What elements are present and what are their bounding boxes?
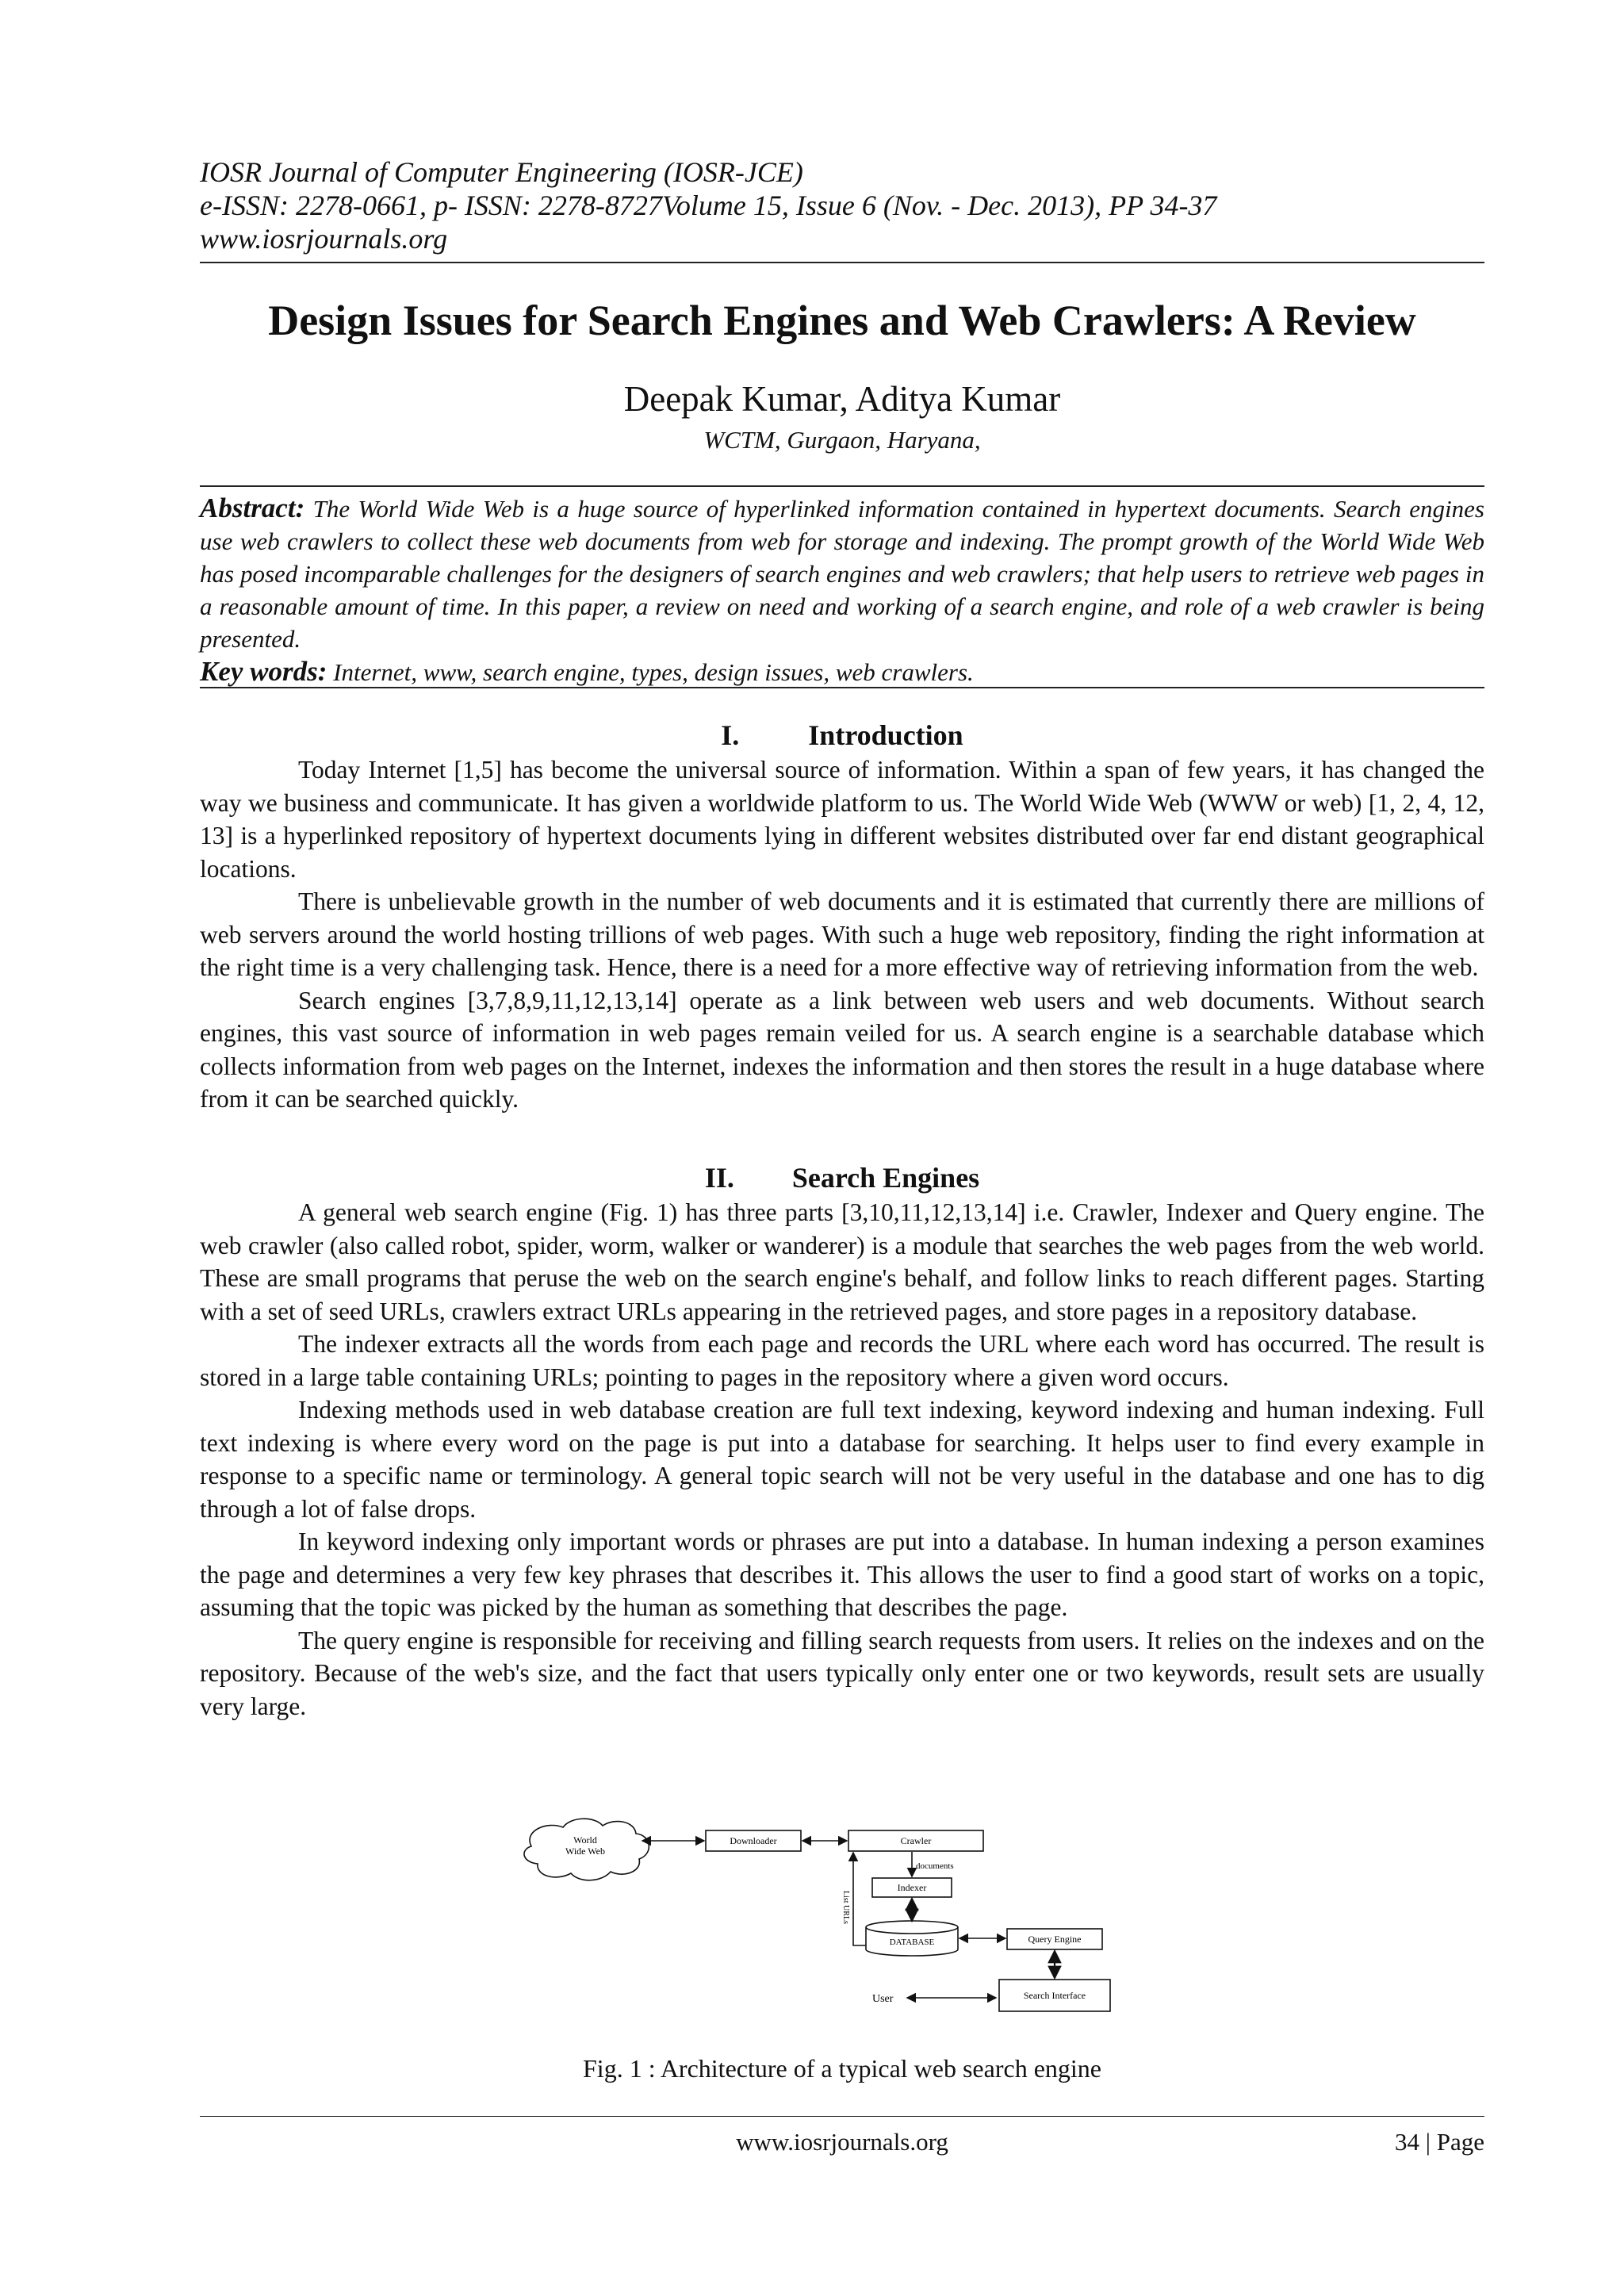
journal-issn: e-ISSN: 2278-0661, p- ISSN: 2278-8727Volume 15, Issue 6 (Nov. - Dec. 2013), PP 34-37	[200, 190, 1217, 221]
downloader-label: Downloader	[730, 1835, 777, 1846]
section-number: II.	[704, 1162, 734, 1194]
documents-label: documents	[916, 1861, 954, 1871]
section-heading-introduction	[200, 719, 1484, 752]
list-urls-label: List URLs	[841, 1891, 850, 1924]
paragraph: There is unbelievable growth in the number of web documents and it is estimated that currently there are millions of web servers around the world hosting trillions of web pages. With such a huge web repository, finding the right information at the right time is a very challenging task. Hence, there is a need for a more effective way of retrieving information from the web.	[200, 887, 1484, 981]
user-label: User	[872, 1993, 894, 2005]
query-engine-label: Query Engine	[1028, 1934, 1082, 1945]
abstract-text: The World Wide Web is a huge source of hyperlinked information contained in hypertext documents. Search engines use web crawlers to collect these web documents from web for storage and indexing. The prompt growth of the World Wide Web has posed incomparable challenges for the designers of search engines and web crawlers; that help users to retrieve web pages in a reasonable amount of time. In this paper, a review on need and working of a search engine, and role of a web crawler is being presented.	[200, 495, 1484, 653]
paragraph: Today Internet [1,5] has become the universal source of information. Within a span of few years, it has changed the way we business and communicate. It has given a worldwide platform to us. The World Wide Web (WWW or web) [1, 2, 4, 12, 13] is a hyperlinked repository of hypertext documents lying in different websites distributed over far end distant geographical locations.	[200, 756, 1484, 883]
journal-header	[200, 155, 1484, 255]
figure-caption: Fig. 1 : Architecture of a typical web search engine	[583, 2054, 1101, 2083]
section-number: I.	[721, 719, 740, 751]
cloud-label-1: World	[573, 1834, 597, 1846]
architecture-diagram	[515, 1815, 1118, 2037]
crawler-label: Crawler	[900, 1835, 932, 1846]
journal-name: IOSR Journal of Computer Engineering (IOSR-JCE)	[200, 156, 803, 188]
footer-page-number: 34 | Page	[1395, 2128, 1484, 2156]
abstract-label: Abstract:	[200, 493, 305, 523]
section-body-introduction	[200, 753, 1484, 1116]
footer-website: www.iosrjournals.org	[736, 2128, 948, 2156]
indexer-label: Indexer	[897, 1882, 927, 1893]
paragraph: Indexing methods used in web database creation are full text indexing, keyword indexing and human indexing. Full text indexing is where every word on the page is put into a database for searching. It helps user to find every example in response to a specific name or terminology. A general topic search will not be very useful in the database and one has to dig through a lot of false drops.	[200, 1396, 1484, 1523]
journal-website: www.iosrjournals.org	[200, 223, 448, 255]
database-label: DATABASE	[889, 1938, 935, 1947]
paper-title: Design Issues for Search Engines and Web Crawlers: A Review	[268, 297, 1416, 344]
abstract-body	[200, 492, 1484, 655]
keywords-text: Internet, www, search engine, types, design issues, web crawlers.	[327, 658, 974, 686]
paper-authors: Deepak Kumar, Aditya Kumar	[623, 379, 1061, 419]
search-interface-label: Search Interface	[1023, 1990, 1086, 2001]
paragraph: A general web search engine (Fig. 1) has three parts [3,10,11,12,13,14] i.e. Crawler, Indexer and Query engine. The web crawler (also called robot, spider, worm, walker or wanderer) is a module that searches the web pages from the web world. These are small programs that peruse the web on the search engine's behalf, and follow links to reach different pages. Starting with a set of seed URLs, crawlers extract URLs appearing in the retrieved pages, and store pages in a repository database.	[200, 1198, 1484, 1325]
paragraph: The indexer extracts all the words from each page and records the URL where each word has occurred. The result is stored in a large table containing URLs; pointing to pages in the repository where a given word occurs.	[200, 1330, 1484, 1391]
abstract	[200, 492, 1484, 688]
keywords	[200, 655, 1484, 688]
cloud-label-2: Wide Web	[565, 1846, 605, 1857]
architecture-diagram-svg	[515, 1815, 1118, 2037]
paragraph: In keyword indexing only important words or phrases are put into a database. In human indexing a person examines the page and determines a very few key phrases that describes it. This allows the user to find a good start of works on a topic, assuming that the topic was picked by the human as something that describes the page.	[200, 1527, 1484, 1621]
section-body-search-engines	[200, 1196, 1484, 1723]
author-affiliation: WCTM, Gurgaon, Haryana,	[703, 426, 981, 454]
paragraph: Search engines [3,7,8,9,11,12,13,14] operate as a link between web users and web documents. Without search engines, this vast source of information in web pages remain veiled for us. A search engine is a searchable database which collects information from web pages on the Internet, indexes the information and then stores the result in a huge database where from it can be searched quickly.	[200, 986, 1484, 1113]
arrow-database-crawler	[853, 1853, 866, 1945]
abstract-top-rule	[200, 485, 1484, 487]
footer-rule	[200, 2116, 1484, 2117]
paragraph: The query engine is responsible for receiving and filling search requests from users. It relies on the indexes and on the repository. Because of the web's size, and the fact that users typically only enter one or two keywords, result sets are usually very large.	[200, 1626, 1484, 1720]
abstract-bottom-rule	[200, 687, 1484, 688]
section-heading-search-engines	[200, 1161, 1484, 1194]
section-title: Search Engines	[791, 1162, 980, 1194]
header-rule	[200, 262, 1484, 263]
keywords-label: Key words:	[200, 656, 327, 687]
section-title: Introduction	[808, 719, 963, 751]
